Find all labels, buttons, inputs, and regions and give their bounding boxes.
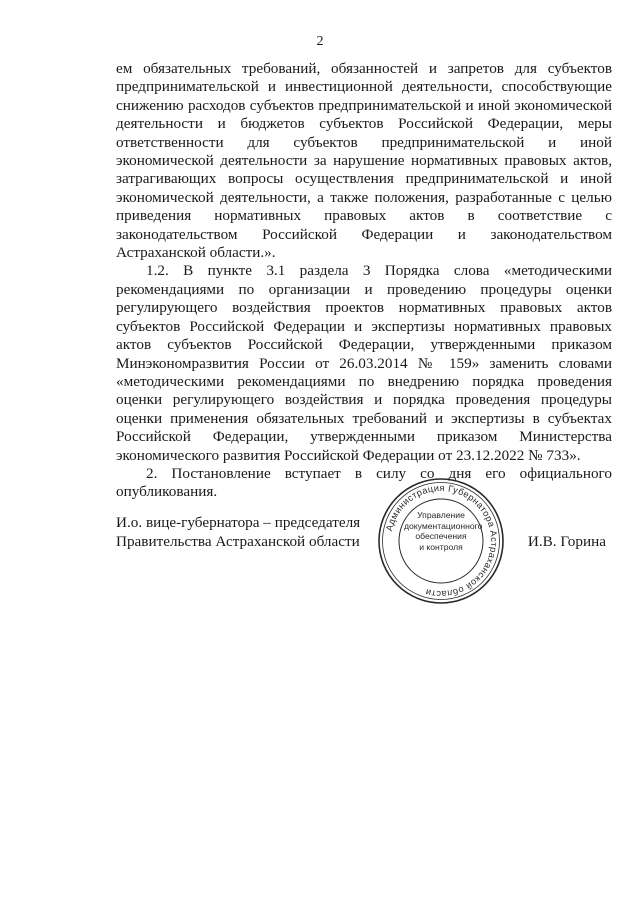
document-body	[116, 60, 612, 502]
page-number: 2	[316, 34, 324, 49]
seal-inner-text	[404, 510, 483, 552]
seal-inner-line-2: документационного	[404, 520, 483, 531]
signatory-title	[116, 513, 376, 551]
signatory-title-line-2: Правительства Астраханской области	[116, 533, 360, 550]
paragraph-item-1-2: 1.2. В пункте 3.1 раздела 3 Порядка слова «методическими рекомендациями по организации и проведению процедуры оценки регулирующего воздействия проектов нормативных правовых актов субъектов Российской Федерации и экспертизы нормативных правовых актов субъектов Российской Федерации, утвержденными приказом Минэкономразвития России от 26.03.2014 № 159» заменить словами «методическими рекомендациями по внедрению порядка проведения оценки регулирующего воздействия и порядка проведения процедуры оценки применения обязательных требований и экспертизы в субъектах Российской Федерации, утвержденными приказом Министерства экономического развития Российской Федерации от 23.12.2022 № 733».	[116, 262, 612, 464]
signatory-name: И.В. Горина	[527, 533, 606, 550]
paragraph-continuation: ем обязательных требований, обязанностей и запретов для субъектов предпринимательской и инвестиционной деятельности, способствующие снижению расходов субъектов предпринимательской и иной экономической деятельности и бюджетов субъектов Российской Федерации, меры ответственности для субъектов предпринимательской и иной экономической деятельности за нарушение нормативных правовых актов, затрагивающих вопросы осуществления предпринимательской и иной экономической деятельности, а также положения, разработанные с целью приведения нормативных правовых актов в соответствие с законодательством Российской Федерации и законодательством Астраханской области.».	[116, 60, 612, 262]
seal-inner-line-4: и контроля	[419, 541, 463, 552]
seal-inner-line-1: Управление	[417, 510, 465, 520]
seal-inner-line-3: обеспечения	[415, 531, 467, 541]
seal-ring-text: Администрация Губернатора Астраханской области	[384, 482, 500, 600]
paragraph-item-2: 2. Постановление вступает в силу со дня его официального опубликования.	[116, 464, 612, 501]
signatory-title-line-1: И.о. вице-губернатора – председателя	[116, 514, 361, 531]
official-seal	[376, 476, 506, 606]
